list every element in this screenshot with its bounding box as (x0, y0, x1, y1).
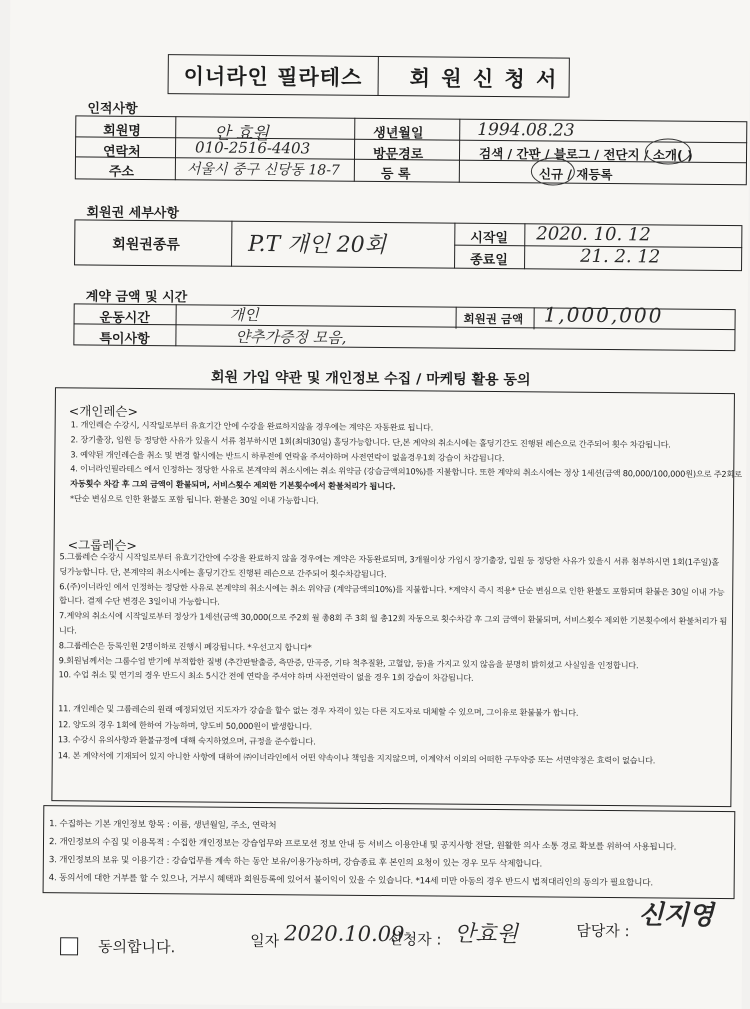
application-form (2, 0, 750, 1009)
term-line: 9.회원님께서는 그룹수업 받기에 부적합한 질병 (추간판탈출증, 측만증, 만곡증, 기타 척추질환, 고혈압, 등)을 가지고 있지 않음을 분명히 밝히셨고 사실임을 인정합니다. (58, 654, 639, 670)
manager-label: 담당자 : (576, 921, 630, 941)
register-options: 신규 / 재등록 (538, 166, 613, 183)
amount-value: 1,000,000 (543, 302, 664, 328)
term-line: 4. 이너라인필라테스 에서 인정하는 정당한 사유로 본계약의 취소시에는 취소 위약금 (강습금액의10%)를 지불합니다. 또한 계약의 취소시에는 정상 1세션(금액 80,000/100,000원)으로 주2회로 (70, 463, 742, 480)
term-line: 딩가능합니다. 단, 본계약의 취소시에는 홀딩기간도 진행된 레슨으로 간주되어 횟수차감됩니다. (59, 566, 387, 579)
date-value: 2020.10.09 (284, 921, 405, 947)
privacy-line: 4. 동의서에 대한 거부를 할 수 있으나, 거부시 혜택과 회원등록에 있어서 불이익이 있을 수 있습니다. *14세 미만 아동의 경우 반드시 법적대리인의 동의가 필요합니다. (48, 873, 653, 889)
register-label: 등 록 (380, 167, 411, 183)
membership-type-label: 회원권종류 (112, 236, 180, 254)
end-date-value: 21. 2. 12 (580, 245, 661, 268)
manager-signature: 신지영 (638, 900, 714, 931)
term-line: 11. 개인레슨 및 그룹레슨의 원래 예정되었던 지도자가 강습을 할수 없는 경우 자격이 있는 다른 지도자로 대체할 수 있으며, 그이유로 환불불가 합니다. (58, 703, 579, 718)
form-title-left: 이너라인 필라테스 (183, 64, 363, 90)
term-line: 합니다. 결제 수단 변경은 3일이내 가능합니다. (59, 595, 220, 608)
privacy-terms (49, 815, 677, 892)
term-line: 14. 본 계약서에 기재되어 있지 아니한 사항에 대하여 ㈜이너라인에서 어떤 약속이나 책임을 지지않으며, 이계약서 이외의 어떠한 구두약증 또는 서면약정은 효력이 없습니다. (57, 749, 656, 765)
route-options: 검색 / 간판 / 블로그 / 전단지 / 소개( ) (478, 145, 693, 163)
route-circle-mark (645, 138, 691, 164)
term-line: 2. 장기출장, 입원 등 정당한 사유가 있을시 서류 첨부하시면 1회(최대30일) 홀딩가능합니다. 단,본 계약의 취소시에는 홀딩기간도 진행된 레슨으로 간주되어 횟수 차감됩니다. (70, 434, 671, 450)
workout-time-value: 개인 (229, 305, 259, 324)
address-value: 서울시 중구 신당동 18-7 (186, 161, 340, 179)
contract-heading: 계약 금액 및 시간 (85, 289, 188, 306)
applicant-label: 신청자 : (388, 930, 442, 949)
consent-checkbox[interactable] (60, 937, 78, 955)
end-date-label: 종료일 (470, 252, 508, 269)
name-value: 안 효원 (214, 123, 269, 145)
contact-label: 연락처 (102, 144, 141, 160)
applicant-signature: 안효원 (454, 921, 519, 948)
term-line: 13. 수강시 유의사항과 환불규정에 대해 숙지하였으며, 규정을 준수합니다. (57, 734, 316, 747)
term-line: 자동횟수 차감 후 그외 금액이 환불되며, 서비스횟수 제외한 기본횟수에서 환불처리가 됩니다. (70, 478, 396, 492)
note-value: 얀추가증정 모음, (235, 327, 347, 347)
note-label: 특이사항 (99, 331, 150, 348)
birth-label: 생년월일 (373, 125, 424, 142)
term-line: 6.(주)이너라인 에서 인정하는 정당한 사유로 본계약의 취소시에는 취소 위약금 (계약금액의10%)를 지불합니다. *계약시 즉시 적용* 단순 변심으로 인한 환불도 포함되며 환불은 30일 이내 가능 (59, 580, 725, 597)
start-date-value: 2020. 10. 12 (536, 223, 651, 246)
term-line: 3. 예약된 개인레슨을 취소 및 변경 할시에는 반드시 하루전에 연락을 주셔야하며 사전연락이 없을경우1회 강습이 차감됩니다. (70, 448, 505, 463)
address-label: 주소 (108, 164, 135, 180)
date-label: 일자 (250, 931, 280, 951)
start-date-label: 시작일 (470, 230, 509, 247)
register-circle-mark (531, 157, 575, 185)
term-line: 12. 양도의 경우 1회에 한하여 가능하며, 양도비 50,000원이 발생합니다. (58, 718, 313, 731)
membership-type-value: P.T 개인 20회 (248, 231, 387, 259)
term-line: 7.계약의 취소시에 시작일로부터 정상가 1세션(금액 30,000(으로 주2회 월 총8회 주 3회 월 총12회 자동으로 횟수차감 후 그외 금액이 환불되며, 서비스횟수 제외한 기본횟수에서 환불처리가 됨 (58, 610, 728, 627)
private-lesson-title: <개인레슨> (68, 403, 139, 419)
birth-value: 1994.08.23 (477, 119, 575, 141)
privacy-line: 1. 수집하는 기본 개인정보 항목 : 이름, 생년월일, 주소, 연락처 (49, 819, 277, 832)
contact-value: 010-2516-4403 (195, 138, 311, 158)
privacy-line: 3. 개인정보의 보유 및 이용기간 : 강습업무를 계속 하는 동안 보유/이용가능하며, 강습종료 후 본인의 요청이 있는 경우 모두 삭제합니다. (48, 855, 543, 870)
membership-heading: 회원권 세부사항 (86, 205, 180, 222)
form-title-right: 회 원 신 청 서 (409, 66, 559, 92)
term-line: 니다. (58, 625, 77, 636)
workout-time-label: 운동시간 (99, 310, 150, 327)
agreement-heading: 회원 가입 약관 및 개인정보 수집 / 마케팅 활용 동의 (211, 369, 531, 389)
group-lesson-terms (58, 549, 727, 688)
term-line: 10. 수업 취소 및 연기의 경우 반드시 최소 5시간 전에 연락을 주셔야 하며 사전연락이 없을 경우 1회 강습이 차감됩니다. (58, 669, 474, 684)
name-label: 회원명 (103, 123, 141, 139)
private-lesson-terms (70, 417, 742, 512)
privacy-line: 2. 개인정보의 수집 및 이용목적 : 수집한 개인정보는 강습업무와 프로모션 정보 안내 등 서비스 이용안내 및 공지사항 전달, 원활한 의사 소통 경로 확보를 위하여 사용됩니다. (48, 837, 677, 853)
group-lesson-title: <그룹레슨> (67, 537, 137, 553)
route-label: 방문경로 (372, 146, 424, 163)
term-line: 1. 개인레슨 수강시, 시작일로부터 유효기간 안에 수강을 완료하지않을 경우에는 계약은 자동완료 됩니다. (70, 419, 434, 433)
amount-label: 회원권 금액 (463, 311, 524, 327)
common-terms (58, 701, 656, 768)
consent-label: 동의합니다. (98, 937, 176, 957)
term-line: 8.그룹레슨은 등록인원 2명이하로 진행시 폐강됩니다. *우선고지 합니다* (58, 640, 312, 653)
term-line: *단순 변심으로 인한 환불도 포함 됩니다. 환불은 30일 이내 가능합니다. (69, 493, 319, 506)
term-line: 5.그룹레슨 수강시 시작일로부터 유효기간안에 수강을 완료하지 않을 경우에는 계약은 자동완료되며, 3개월이상 가입시 장기출장, 입원 등 정당한 사유가 있을시 서류 첨부하시면 1회(1주일)홀 (59, 551, 720, 567)
personal-heading: 인적사항 (87, 101, 138, 117)
